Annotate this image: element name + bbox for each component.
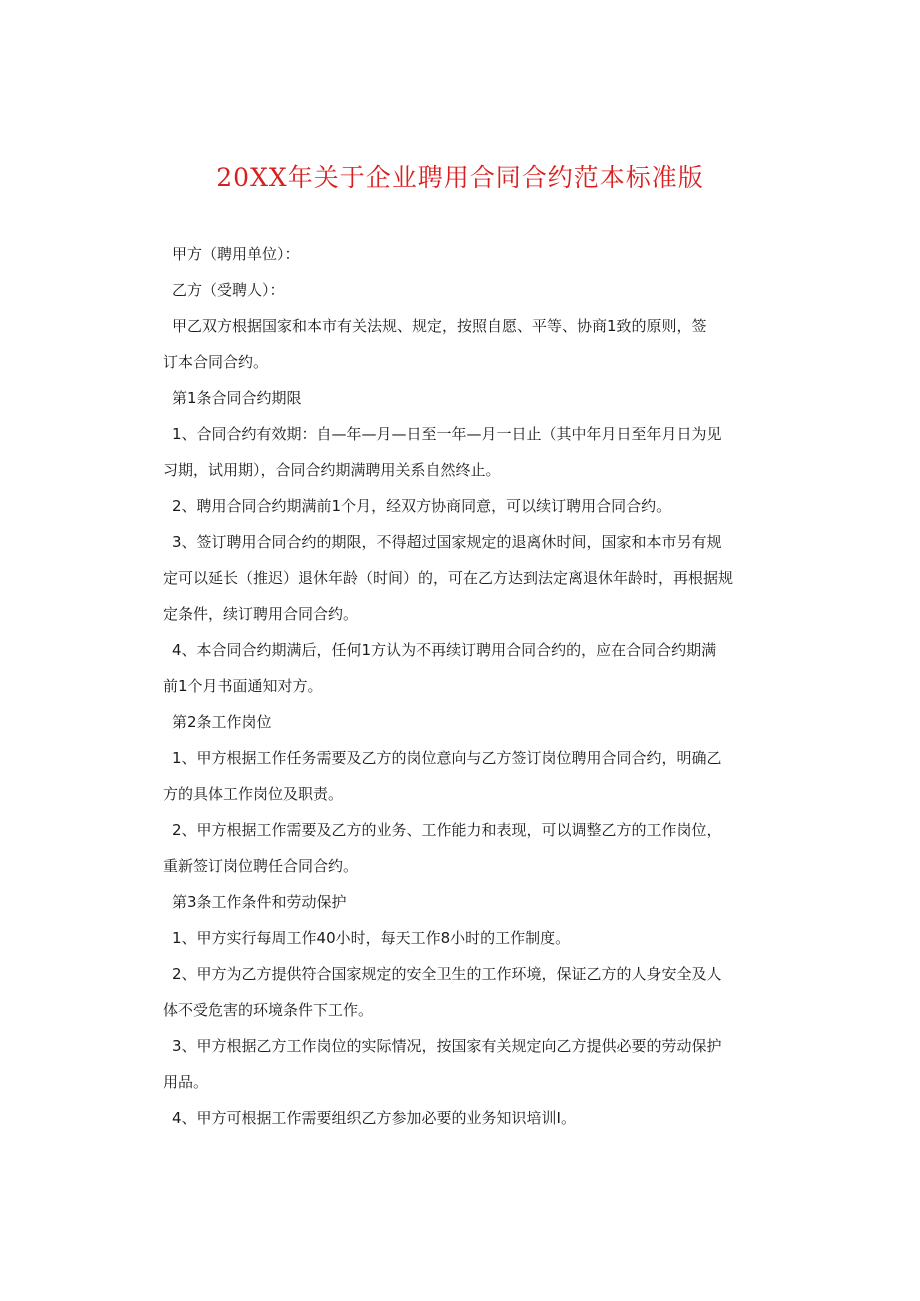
paragraph-line: 3、签订聘用合同合约的期限，不得超过国家规定的退离休时间，国家和本市另有规 [172,533,722,551]
clause-paragraph [172,488,792,524]
paragraph-line: 习期，试用期），合同合约期满聘用关系自然终止。 [163,461,501,479]
paragraph-line: 定可以延长（推迟）退休年龄（时间）的，可在乙方达到法定离退休年龄时，再根据规 [163,569,734,587]
clause-paragraph [163,1028,792,1100]
paragraph-line: 甲方（聘用单位）： [172,245,300,263]
clause-paragraph [163,740,792,812]
article-heading [172,380,792,416]
paragraph-line: 1、甲方根据工作任务需要及乙方的岗位意向与乙方签订岗位聘用合同合约，明确乙 [172,749,722,767]
paragraph-line: 体不受危害的环境条件下工作。 [163,1001,374,1019]
paragraph-line: 第3条工作条件和劳动保护 [172,893,347,911]
paragraph-line: 4、甲方可根据工作需要组织乙方参加必要的业务知识培训I。 [172,1109,576,1127]
paragraph-line: 3、甲方根据乙方工作岗位的实际情况，按国家有关规定向乙方提供必要的劳动保护 [172,1037,722,1055]
party-a-line [172,236,792,272]
paragraph-line: 定条件，续订聘用合同合约。 [163,605,359,623]
paragraph-line: 乙方（受聘人）： [172,281,285,299]
paragraph-line: 2、聘用合同合约期满前1个月，经双方协商同意，可以续订聘用合同合约。 [172,497,672,515]
paragraph-line: 方的具体工作岗位及职责。 [163,785,344,803]
paragraph-line: 4、本合同合约期满后，任何1方认为不再续订聘用合同合约的，应在合同合约期满 [172,641,717,659]
clause-paragraph [172,1100,792,1136]
party-b-line [172,272,792,308]
paragraph-line: 第2条工作岗位 [172,713,272,731]
clause-paragraph [172,920,792,956]
paragraph-line: 1、合同合约有效期：自—年—月—日至一年—月一日止（其中年月日至年月日为见 [172,425,722,443]
paragraph-line: 前1个月书面通知对方。 [163,677,323,695]
paragraph-line: 1、甲方实行每周工作40小时，每天工作8小时的工作制度。 [172,929,571,947]
article-heading [172,704,792,740]
clause-paragraph [163,956,792,1028]
clause-paragraph [163,524,792,632]
preamble-paragraph [163,308,792,380]
paragraph-line: 第1条合同合约期限 [172,389,302,407]
clause-paragraph [163,632,792,704]
paragraph-line: 用品。 [163,1073,209,1091]
clause-paragraph [163,416,792,488]
paragraph-line: 2、甲方根据工作需要及乙方的业务、工作能力和表现，可以调整乙方的工作岗位， [172,821,722,839]
paragraph-line: 重新签订岗位聘任合同合约。 [163,857,359,875]
article-heading [172,884,792,920]
document-title: 20XX年关于企业聘用合同合约范本标准版 [216,163,704,192]
paragraph-line: 2、甲方为乙方提供符合国家规定的安全卫生的工作环境，保证乙方的人身安全及人 [172,965,722,983]
document-body [163,236,792,1136]
paragraph-line: 订本合同合约。 [163,353,269,371]
paragraph-line: 甲乙双方根据国家和本市有关法规、规定，按照自愿、平等、协商1致的原则，签 [172,317,707,335]
clause-paragraph [163,812,792,884]
